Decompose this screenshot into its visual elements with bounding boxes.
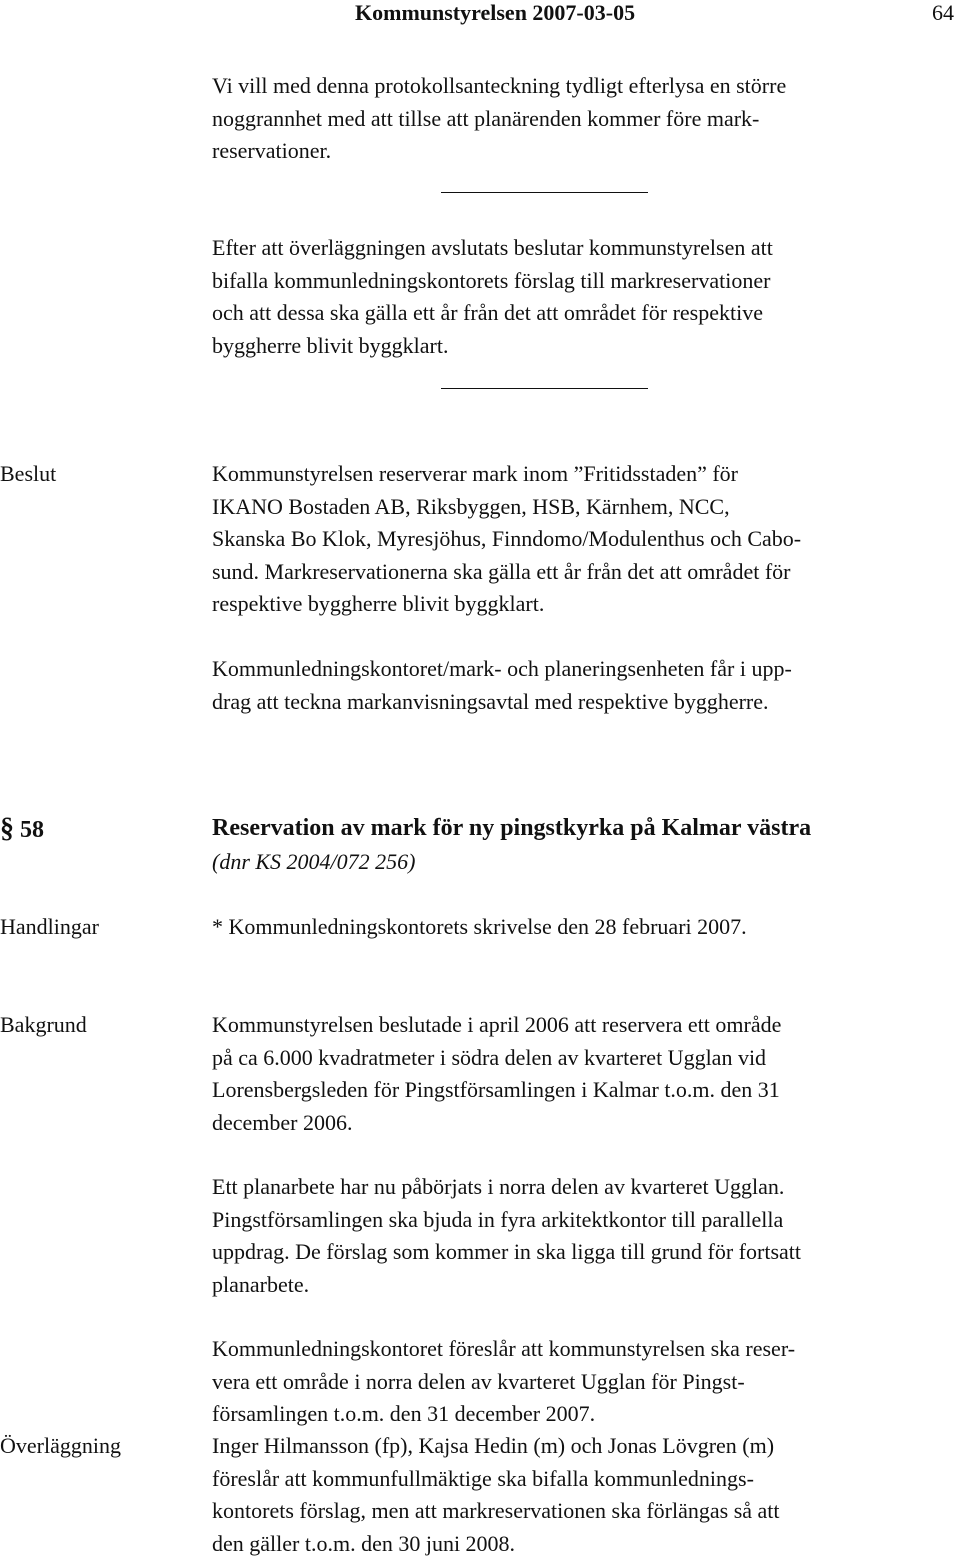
section-symbol: §: [0, 813, 14, 844]
deliberation-paragraph: Efter att överläggningen avslutats beslutar kommunstyrelsen att bifalla kommunledningskontorets förslag till markreservationer och att dessa ska gälla ett år från det att området för respektive byggherre blivit byggklart.: [212, 235, 773, 358]
page-header-title: Kommunstyrelsen 2007-03-05: [355, 0, 636, 25]
section-heading: [0, 813, 44, 845]
separator-line: [441, 192, 648, 193]
section-dnr: (dnr KS 2004/072 256): [212, 849, 416, 874]
handlingar-text: * Kommunledningskontorets skrivelse den 28 februari 2007.: [212, 914, 747, 939]
bakgrund-label: Bakgrund: [0, 1012, 87, 1037]
beslut-assignment-text: Kommunledningskontoret/mark- och planeringsenheten får i upp- drag att teckna markanvisningsavtal med respektive byggherre.: [212, 656, 792, 714]
bakgrund-text-1: Kommunstyrelsen beslutade i april 2006 att reservera ett område på ca 6.000 kvadratmeter i södra delen av kvarteret Ugglan vid Lorensbergsleden för Pingstförsamlingen i Kalmar t.o.m. den 31 december 2006.: [212, 1012, 782, 1135]
separator-line: [441, 388, 648, 389]
handlingar-label: Handlingar: [0, 914, 99, 939]
bakgrund-text-2: Ett planarbete har nu påbörjats i norra delen av kvarteret Ugglan. Pingstförsamlingen ska bjuda in fyra arkitektkontor till parallella uppdrag. De förslag som kommer in ska ligga till grund för fortsatt planarbete.: [212, 1174, 801, 1297]
beslut-label: Beslut: [0, 461, 57, 486]
page-number: 64: [932, 0, 954, 25]
section-title: Reservation av mark för ny pingstkyrka på Kalmar västra: [212, 815, 812, 841]
overlaggning-label: Överläggning: [0, 1433, 121, 1458]
beslut-text: Kommunstyrelsen reserverar mark inom ”Fritidsstaden” för IKANO Bostaden AB, Riksbyggen, HSB, Kärnhem, NCC, Skanska Bo Klok, Myresjöhus, Finndomo/Modulenthus och Cabo- sund. Markreservationerna ska gälla ett år från det att området för respektive byggherre blivit byggklart.: [212, 461, 802, 617]
section-number: 58: [20, 817, 44, 843]
protocol-note-paragraph: Vi vill med denna protokollsanteckning tydligt efterlysa en större noggrannhet med att tillse att planärenden kommer före mark- reservationer.: [212, 73, 787, 164]
bakgrund-text-3: Kommunledningskontoret föreslår att kommunstyrelsen ska reser- vera ett område i norra delen av kvarteret Ugglan för Pingst- församlingen t.o.m. den 31 december 2007.: [212, 1336, 796, 1427]
overlaggning-text: Inger Hilmansson (fp), Kajsa Hedin (m) och Jonas Lövgren (m) föreslår att kommunfullmäktige ska bifalla kommunlednings- kontorets förslag, men att markreservationen ska förlängas så att den gäller t.o.m. den 30 juni 2008.: [212, 1433, 780, 1556]
